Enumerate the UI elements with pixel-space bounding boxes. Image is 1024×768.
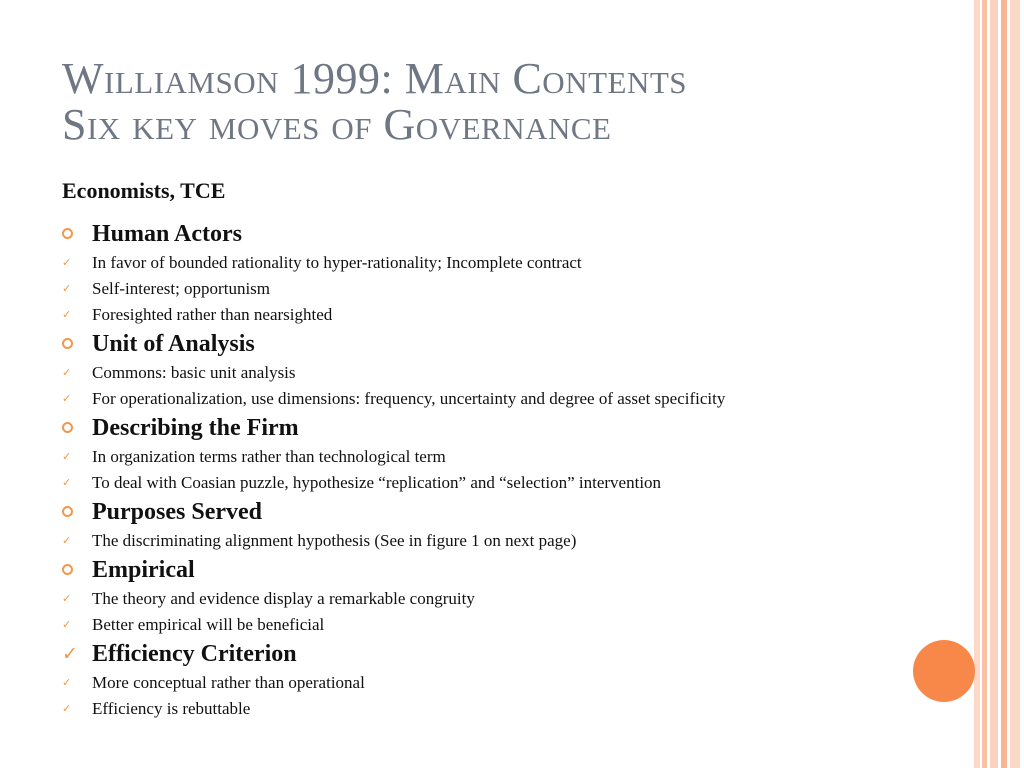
ring-bullet-icon (62, 228, 73, 239)
list-item (0, 444, 960, 470)
list-item (0, 670, 960, 696)
list-item-text: Efficiency is rebuttable (92, 699, 251, 718)
section-heading (0, 218, 960, 250)
list-item-text: In favor of bounded rationality to hyper-rationality; Incomplete contract (92, 253, 582, 272)
check-bullet-icon: ✓ (62, 643, 78, 665)
check-bullet-icon: ✓ (62, 476, 72, 489)
ring-bullet-icon (62, 506, 73, 517)
list-item-text: The theory and evidence display a remarkable congruity (92, 589, 475, 608)
check-bullet-icon: ✓ (62, 366, 72, 379)
section-heading-text: Human Actors (92, 221, 242, 247)
list-item-text: To deal with Coasian puzzle, hypothesize “replication” and “selection” intervention (92, 473, 662, 492)
slide-title-line2: Six key moves of Governance (62, 100, 612, 149)
section-heading-text: Empirical (92, 557, 195, 583)
check-bullet-icon: ✓ (62, 618, 72, 631)
ring-bullet-icon (62, 422, 73, 433)
bullet-list (0, 218, 960, 722)
section-heading (0, 328, 960, 360)
section-heading-text: Describing the Firm (92, 415, 299, 441)
list-item-text: In organization terms rather than technological term (92, 447, 446, 466)
list-item-text: Foresighted rather than nearsighted (92, 305, 333, 324)
list-item (0, 470, 960, 496)
check-bullet-icon: ✓ (62, 282, 72, 295)
list-item (0, 696, 960, 722)
list-item-text: Better empirical will be beneficial (92, 615, 325, 634)
check-bullet-icon: ✓ (62, 702, 72, 715)
section-heading (0, 638, 960, 670)
check-bullet-icon: ✓ (62, 256, 72, 269)
check-bullet-icon: ✓ (62, 308, 72, 321)
ring-bullet-icon (62, 564, 73, 575)
check-bullet-icon: ✓ (62, 450, 72, 463)
slide-title (62, 56, 687, 148)
check-bullet-icon: ✓ (62, 392, 72, 405)
section-heading-text: Purposes Served (92, 499, 262, 525)
decorative-circle (913, 640, 975, 702)
slide-subtitle: Economists, TCE (62, 178, 226, 203)
list-item (0, 302, 960, 328)
list-item (0, 386, 960, 412)
check-bullet-icon: ✓ (62, 592, 72, 605)
ring-bullet-icon (62, 338, 73, 349)
section-heading-text: Unit of Analysis (92, 331, 255, 357)
list-item (0, 276, 960, 302)
check-bullet-icon: ✓ (62, 676, 72, 689)
list-item-text: The discriminating alignment hypothesis (See in figure 1 on next page) (92, 531, 577, 550)
list-item (0, 586, 960, 612)
decorative-stripes (974, 0, 1024, 768)
list-item-text: More conceptual rather than operational (92, 673, 365, 692)
section-heading-text: Efficiency Criterion (92, 641, 297, 667)
list-item (0, 250, 960, 276)
list-item-text: Self-interest; opportunism (92, 279, 271, 298)
section-heading (0, 496, 960, 528)
list-item-text: For operationalization, use dimensions: frequency, uncertainty and degree of asset specificity (92, 389, 726, 408)
slide-title-line1: Williamson 1999: Main Contents (62, 54, 688, 103)
list-item (0, 612, 960, 638)
section-heading (0, 554, 960, 586)
check-bullet-icon: ✓ (62, 534, 72, 547)
section-heading (0, 412, 960, 444)
list-item-text: Commons: basic unit analysis (92, 363, 296, 382)
list-item (0, 360, 960, 386)
list-item (0, 528, 960, 554)
